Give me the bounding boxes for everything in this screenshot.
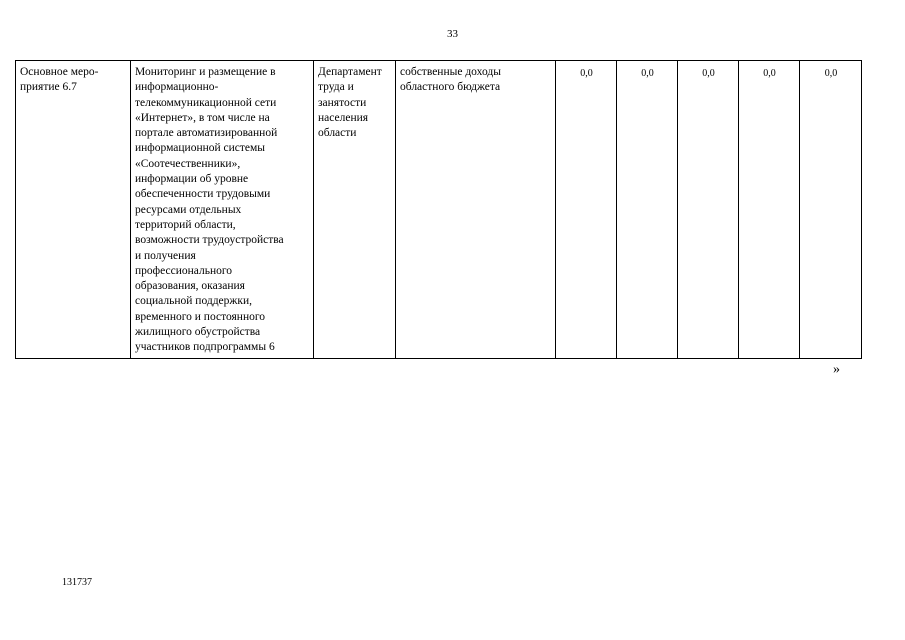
value-cell-4: 0,0 xyxy=(739,61,800,359)
activity-cell: Основное меро- приятие 6.7 xyxy=(16,61,131,359)
table-row xyxy=(16,61,862,359)
budget-table xyxy=(15,60,862,359)
value-cell-5: 0,0 xyxy=(800,61,862,359)
value-cell-2: 0,0 xyxy=(617,61,678,359)
value-cell-3: 0,0 xyxy=(678,61,739,359)
description-cell: Мониторинг и размещение в информационно- телекоммуникационной сети «Интернет», в том числе на портале автоматизированной информационной системы «Соотечественники», информации об уровне обеспеченности трудовыми ресурсами отдельных территорий области, возможности трудоустройства и получения профессионального образования, оказания социальной поддержки, временного и постоянного жилищного обустройства участников подпрограммы 6 xyxy=(131,61,314,359)
closing-quote-mark: » xyxy=(833,362,840,377)
page-number: 33 xyxy=(447,28,458,40)
document-code: 131737 xyxy=(62,577,92,588)
executor-cell: Департамент труда и занятости населения области xyxy=(314,61,396,359)
value-cell-1: 0,0 xyxy=(556,61,617,359)
funding-source-cell: собственные доходы областного бюджета xyxy=(396,61,556,359)
